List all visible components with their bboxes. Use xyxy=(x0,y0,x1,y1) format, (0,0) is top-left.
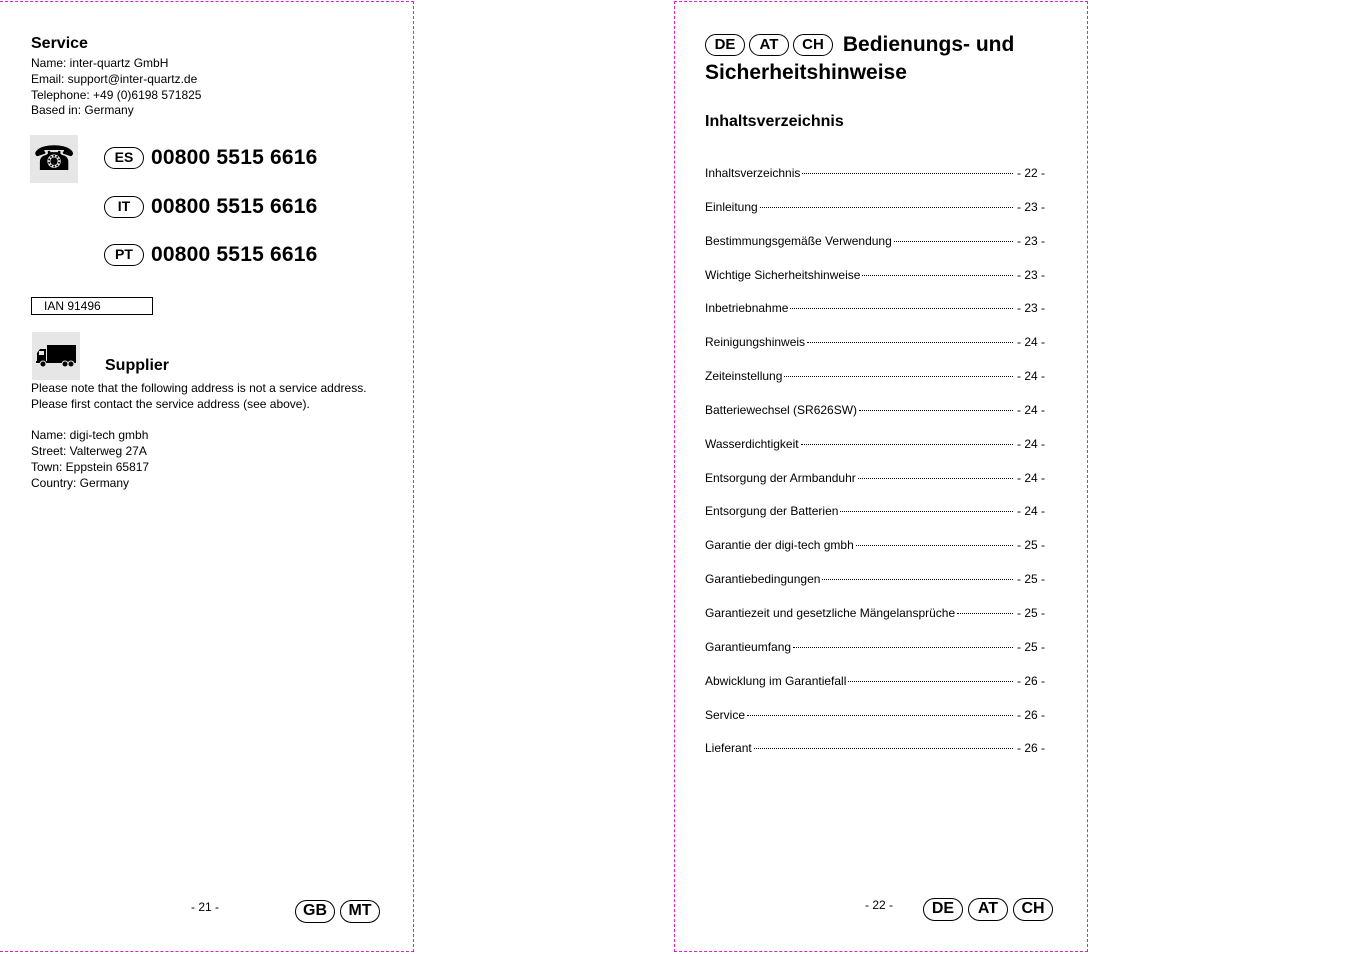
toc-entry[interactable] xyxy=(705,640,1045,674)
supplier-note: Please note that the following address is not a service address. xyxy=(31,381,367,395)
toc-page: - 23 - xyxy=(1016,301,1045,316)
toc-page: - 25 - xyxy=(1016,572,1045,587)
toc-entry[interactable] xyxy=(705,708,1045,742)
service-location: Based in: Germany xyxy=(31,103,134,118)
supplier-street: Street: Valterweg 27A xyxy=(31,444,147,459)
title-badge-ch: CH xyxy=(793,34,833,56)
table-of-contents xyxy=(705,166,1045,775)
dot-leader xyxy=(807,342,1013,343)
toc-title: Garantieumfang xyxy=(705,639,792,654)
toc-page: - 26 - xyxy=(1016,673,1045,688)
title-badge-at: AT xyxy=(749,34,789,56)
country-badge-es: ES xyxy=(104,147,144,169)
dot-leader xyxy=(754,748,1013,749)
dot-leader xyxy=(859,410,1013,411)
toc-title: Garantie der digi-tech gmbh xyxy=(705,538,854,553)
toc-title: Entsorgung der Armbanduhr xyxy=(705,470,856,485)
toc-entry[interactable] xyxy=(705,369,1045,403)
dot-leader xyxy=(862,275,1013,276)
toc-entry[interactable] xyxy=(705,674,1045,708)
supplier-heading: Supplier xyxy=(105,357,170,374)
toc-page: - 23 - xyxy=(1016,199,1045,214)
dot-leader xyxy=(784,376,1013,377)
toc-page: - 24 - xyxy=(1016,504,1045,519)
toc-entry[interactable] xyxy=(705,268,1045,302)
toc-page: - 26 - xyxy=(1016,707,1045,722)
toc-entry[interactable] xyxy=(705,301,1045,335)
toc-entry[interactable] xyxy=(705,741,1045,775)
dot-leader xyxy=(957,613,1013,614)
toc-title: Batteriewechsel (SR626SW) xyxy=(705,402,858,417)
toc-page: - 23 - xyxy=(1016,233,1045,248)
toc-title: Abwicklung im Garantiefall xyxy=(705,673,847,688)
dot-leader xyxy=(747,715,1013,716)
toc-page: - 24 - xyxy=(1016,470,1045,485)
page-number: - 22 - xyxy=(865,898,894,912)
truck-icon xyxy=(32,332,80,380)
toc-page: - 24 - xyxy=(1016,402,1045,417)
ian-box: IAN 91496 xyxy=(31,297,153,315)
page-left xyxy=(0,1,414,952)
hotline-number: 00800 5515 6616 xyxy=(151,243,318,266)
toc-page: - 25 - xyxy=(1016,639,1045,654)
toc-entry[interactable] xyxy=(705,437,1045,471)
toc-entry[interactable] xyxy=(705,572,1045,606)
service-name: Name: inter-quartz GmbH xyxy=(31,56,169,70)
badge-gb: GB xyxy=(295,900,335,923)
toc-page: - 23 - xyxy=(1016,267,1045,282)
badge-de: DE xyxy=(923,898,963,921)
toc-title: Einleitung xyxy=(705,199,758,214)
hotline-pt xyxy=(104,243,318,267)
toc-title: Bestimmungsgemäße Verwendung xyxy=(705,233,892,248)
service-info xyxy=(31,56,201,119)
badge-at: AT xyxy=(968,898,1008,921)
dot-leader xyxy=(894,241,1013,242)
supplier-name: Name: digi-tech gmbh xyxy=(31,428,149,443)
toc-entry[interactable] xyxy=(705,200,1045,234)
supplier-country: Country: Germany xyxy=(31,475,130,490)
hotline-it xyxy=(104,195,318,219)
title-text: Bedienungs- und Sicherheitshinweise xyxy=(705,33,1015,84)
toc-title: Lieferant xyxy=(705,741,752,756)
country-badge-it: IT xyxy=(104,196,144,218)
page-title xyxy=(705,31,1045,87)
dot-leader xyxy=(856,545,1013,546)
language-badges xyxy=(295,900,380,923)
toc-title: Inhaltsverzeichnis xyxy=(705,166,801,180)
dot-leader xyxy=(840,511,1013,512)
dot-leader xyxy=(802,173,1013,174)
page-number: - 21 - xyxy=(191,900,220,914)
dot-leader xyxy=(848,681,1013,682)
title-badge-de: DE xyxy=(705,34,745,56)
telephone-icon: ☎ xyxy=(30,135,78,183)
service-telephone: Telephone: +49 (0)6198 571825 xyxy=(31,87,202,102)
toc-page: - 24 - xyxy=(1016,369,1045,384)
toc-page: - 24 - xyxy=(1016,436,1045,451)
supplier-text xyxy=(31,381,367,492)
hotline-es xyxy=(104,146,318,170)
toc-page: - 25 - xyxy=(1016,538,1045,553)
hotline-number: 00800 5515 6616 xyxy=(151,146,318,169)
hotline-number: 00800 5515 6616 xyxy=(151,195,318,218)
toc-entry[interactable] xyxy=(705,504,1045,538)
dot-leader xyxy=(801,444,1013,445)
toc-page: - 22 - xyxy=(1016,166,1045,180)
toc-entry[interactable] xyxy=(705,166,1045,200)
toc-title: Zeiteinstellung xyxy=(705,369,783,384)
toc-title: Reinigungshinweis xyxy=(705,335,806,350)
dot-leader xyxy=(858,478,1013,479)
toc-entry[interactable] xyxy=(705,234,1045,268)
supplier-note: Please first contact the service address (see above). xyxy=(31,396,310,411)
toc-page: - 25 - xyxy=(1016,605,1045,620)
toc-title: Garantiebedingungen xyxy=(705,572,821,587)
toc-page: - 24 - xyxy=(1016,335,1045,350)
toc-entry[interactable] xyxy=(705,403,1045,437)
toc-entry[interactable] xyxy=(705,471,1045,505)
dot-leader xyxy=(822,579,1013,580)
toc-title: Inbetriebnahme xyxy=(705,301,789,316)
supplier-town: Town: Eppstein 65817 xyxy=(31,459,150,474)
dot-leader xyxy=(793,647,1013,648)
dot-leader xyxy=(760,207,1013,208)
toc-page: - 26 - xyxy=(1016,741,1045,756)
badge-mt: MT xyxy=(340,900,380,923)
toc-title: Wichtige Sicherheitshinweise xyxy=(705,267,861,282)
country-badge-pt: PT xyxy=(104,244,144,266)
toc-entry[interactable] xyxy=(705,538,1045,572)
toc-entry[interactable] xyxy=(705,335,1045,369)
language-badges xyxy=(923,898,1053,921)
badge-ch: CH xyxy=(1013,898,1053,921)
service-email: Email: support@inter-quartz.de xyxy=(31,71,198,86)
toc-heading: Inhaltsverzeichnis xyxy=(705,113,844,130)
toc-title: Entsorgung der Batterien xyxy=(705,504,839,519)
service-heading: Service xyxy=(31,35,88,52)
toc-entry[interactable] xyxy=(705,606,1045,640)
toc-title: Garantiezeit und gesetzliche Mängelansprüche xyxy=(705,605,956,620)
toc-title: Service xyxy=(705,707,746,722)
dot-leader xyxy=(790,308,1013,309)
toc-title: Wasserdichtigkeit xyxy=(705,436,799,451)
